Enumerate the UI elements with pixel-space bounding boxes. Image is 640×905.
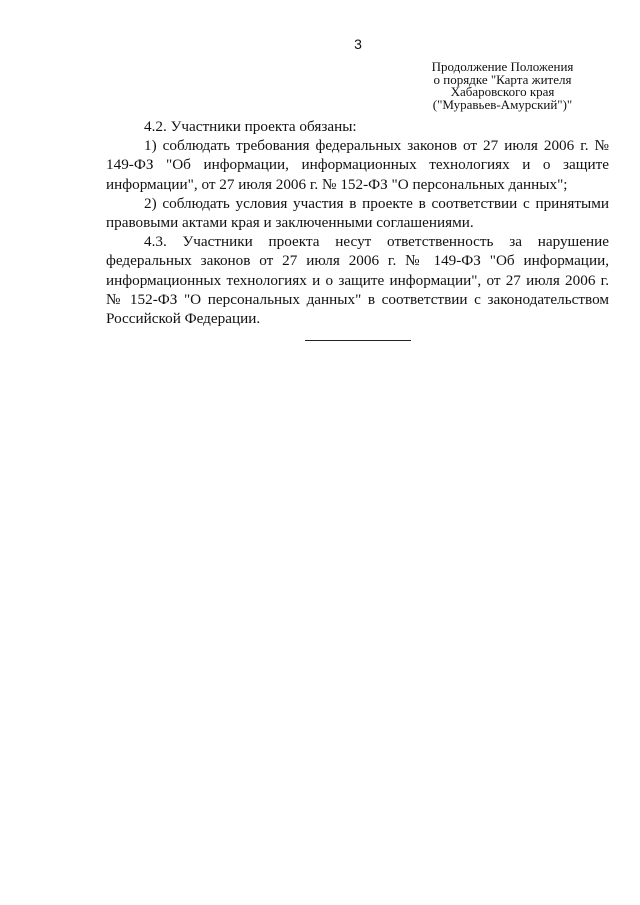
page-number: 3 <box>354 36 362 52</box>
end-separator-line <box>305 340 411 341</box>
header-line: Продолжение Положения <box>431 59 574 74</box>
header-line: Хабаровского края <box>450 84 555 99</box>
header-continuation-note <box>415 61 590 111</box>
document-body <box>106 117 609 328</box>
clause-4-2-item-1: 1) соблюдать требования федеральных законов от 27 июля 2006 г. № 149-ФЗ "Об информации, информационных технологиях и о защите информации", от 27 июля 2006 г. № 152-ФЗ "О персональных данных"; <box>106 137 609 193</box>
clause-4-3: 4.3. Участники проекта несут ответственность за нарушение федеральных законов от 27 июля 2006 г. № 149-ФЗ "Об информации, информационных технологиях и о защите информации", от 27 июля 2006 г. № 152-ФЗ "О персональных данных" в соответствии с законодательством Российской Федерации. <box>106 233 609 328</box>
header-line: ("Муравьев-Амурский")" <box>432 96 573 112</box>
clause-4-2-item-2: 2) соблюдать условия участия в проекте в соответствии с принятыми правовыми актами края и заключенными соглашениями. <box>106 194 609 232</box>
clause-4-2-heading: 4.2. Участники проекта обязаны: <box>144 118 357 135</box>
header-line: о порядке "Карта жителя <box>433 71 572 87</box>
